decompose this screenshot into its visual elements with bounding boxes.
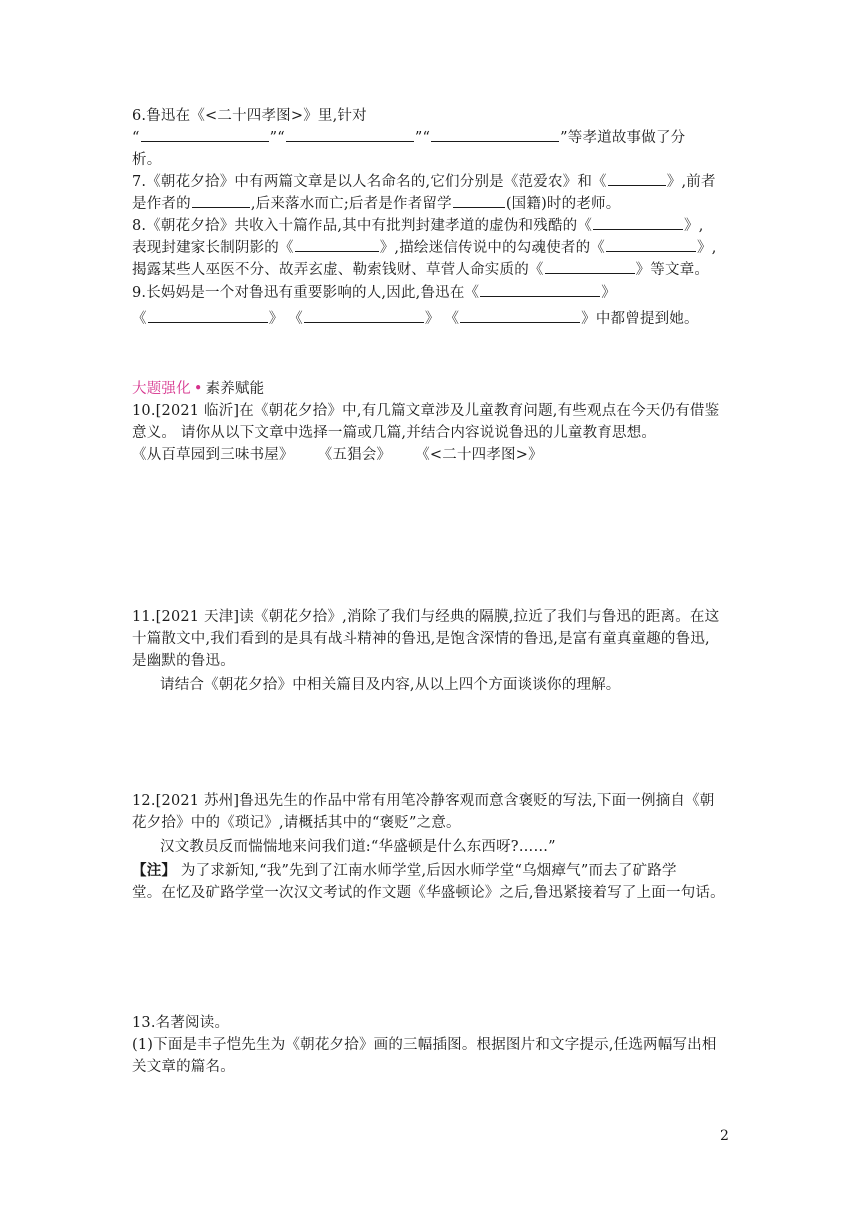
q12-note-line1: 【注】 为了求新知,“我”先到了江南水师学堂,后因水师学堂“乌烟瘴气”而去了矿路学 [132, 862, 677, 879]
q9-line1: 9.长妈妈是一个对鲁迅有重要影响的人,因此,鲁迅在《 》 [132, 282, 732, 304]
q7-line1: 7.《朝花夕拾》中有两篇文章是以人名命名的,它们分别是《范爱农》和《 》,前者 [132, 171, 732, 193]
answer-blank[interactable] [148, 308, 268, 323]
bullet-dot-icon: • [193, 381, 203, 397]
answer-blank[interactable] [141, 127, 269, 142]
q10-option: 《五猖会》 [317, 447, 392, 463]
answer-blank[interactable] [545, 259, 635, 274]
q6-line3: 析。 [132, 152, 162, 168]
q10-line2: 意义。 请你从以下文章中选择一篇或几篇,并结合内容说说鲁迅的儿童教育思想。 [132, 425, 657, 441]
q11-line2: 十篇散文中,我们看到的是具有战斗精神的鲁迅,是饱含深情的鲁迅,是富有童真童趣的鲁迅, [132, 631, 710, 647]
answer-blank[interactable] [606, 237, 696, 252]
section-heading [132, 378, 732, 400]
q12-quote: 汉文教员反而惴惴地来问我们道:“华盛顿是什么东西呀?……” [160, 839, 556, 855]
q8-line3: 揭露某些人巫医不分、故弄玄虚、勒索钱财、草菅人命实质的《 》等文章。 [132, 259, 732, 281]
q10-option: 《从百草园到三味书屋》 [132, 447, 294, 463]
q6-line1: 6.鲁迅在《<二十四孝图>》里,针对 [132, 108, 367, 124]
q8-line1: 8.《朝花夕拾》共收入十篇作品,其中有批判封建孝道的虚伪和残酷的《 》, [132, 215, 732, 237]
answer-blank[interactable] [286, 127, 414, 142]
q11-line1: 11.[2021 天津]读《朝花夕拾》,消除了我们与经典的隔膜,拉近了我们与鲁迅的距离。在这 [132, 609, 720, 625]
q11-line3: 是幽默的鲁迅。 [132, 653, 235, 669]
page-number: 2 [720, 1128, 729, 1144]
answer-blank[interactable] [460, 308, 580, 323]
q11-line4: 请结合《朝花夕拾》中相关篇目及内容,从以上四个方面谈谈你的理解。 [160, 677, 621, 693]
q12-line2: 花夕拾》中的《琐记》,请概括其中的“褒贬”之意。 [132, 815, 461, 831]
q9-line2: 《 》 《 》 《 》中都曾提到她。 [132, 308, 732, 330]
q13-line1: 13.名著阅读。 [132, 1015, 230, 1031]
answer-blank[interactable] [295, 237, 379, 252]
answer-blank[interactable] [608, 171, 666, 186]
answer-blank[interactable] [480, 282, 600, 297]
note-label: 【注】 [132, 862, 177, 879]
answer-blank[interactable] [453, 193, 505, 208]
q10-option: 《<二十四孝图>》 [415, 447, 543, 463]
answer-blank[interactable] [431, 127, 559, 142]
section-title: 大题强化 [132, 381, 191, 397]
q12-note-line2: 堂。在忆及矿路学堂一次汉文考试的作文题《华盛顿论》之后,鲁迅紧接着写了上面一句话。 [132, 885, 725, 901]
q10-options [132, 444, 732, 466]
q10-line1: 10.[2021 临沂]在《朝花夕拾》中,有几篇文章涉及儿童教育问题,有些观点在今天仍有借鉴 [132, 403, 720, 419]
answer-blank[interactable] [593, 215, 683, 230]
q6-line2: “ ”“ ”“ ”等孝道故事做了分 [132, 127, 732, 149]
q13-line2: (1)下面是丰子恺先生为《朝花夕拾》画的三幅插图。根据图片和文字提示,任选两幅写出相 [132, 1037, 717, 1053]
q7-line2: 是作者的 ,后来落水而亡;后者是作者留学 (国籍)时的老师。 [132, 193, 732, 215]
answer-blank[interactable] [192, 193, 250, 208]
q13-line3: 关文章的篇名。 [132, 1059, 235, 1075]
q12-line1: 12.[2021 苏州]鲁迅先生的作品中常有用笔冷静客观而意含褒贬的写法,下面一例摘自《朝 [132, 793, 715, 809]
q8-line2: 表现封建家长制阴影的《 》,描绘迷信传说中的勾魂使者的《 》, [132, 237, 732, 259]
answer-blank[interactable] [304, 308, 424, 323]
section-subtitle: 素养赋能 [205, 381, 265, 397]
